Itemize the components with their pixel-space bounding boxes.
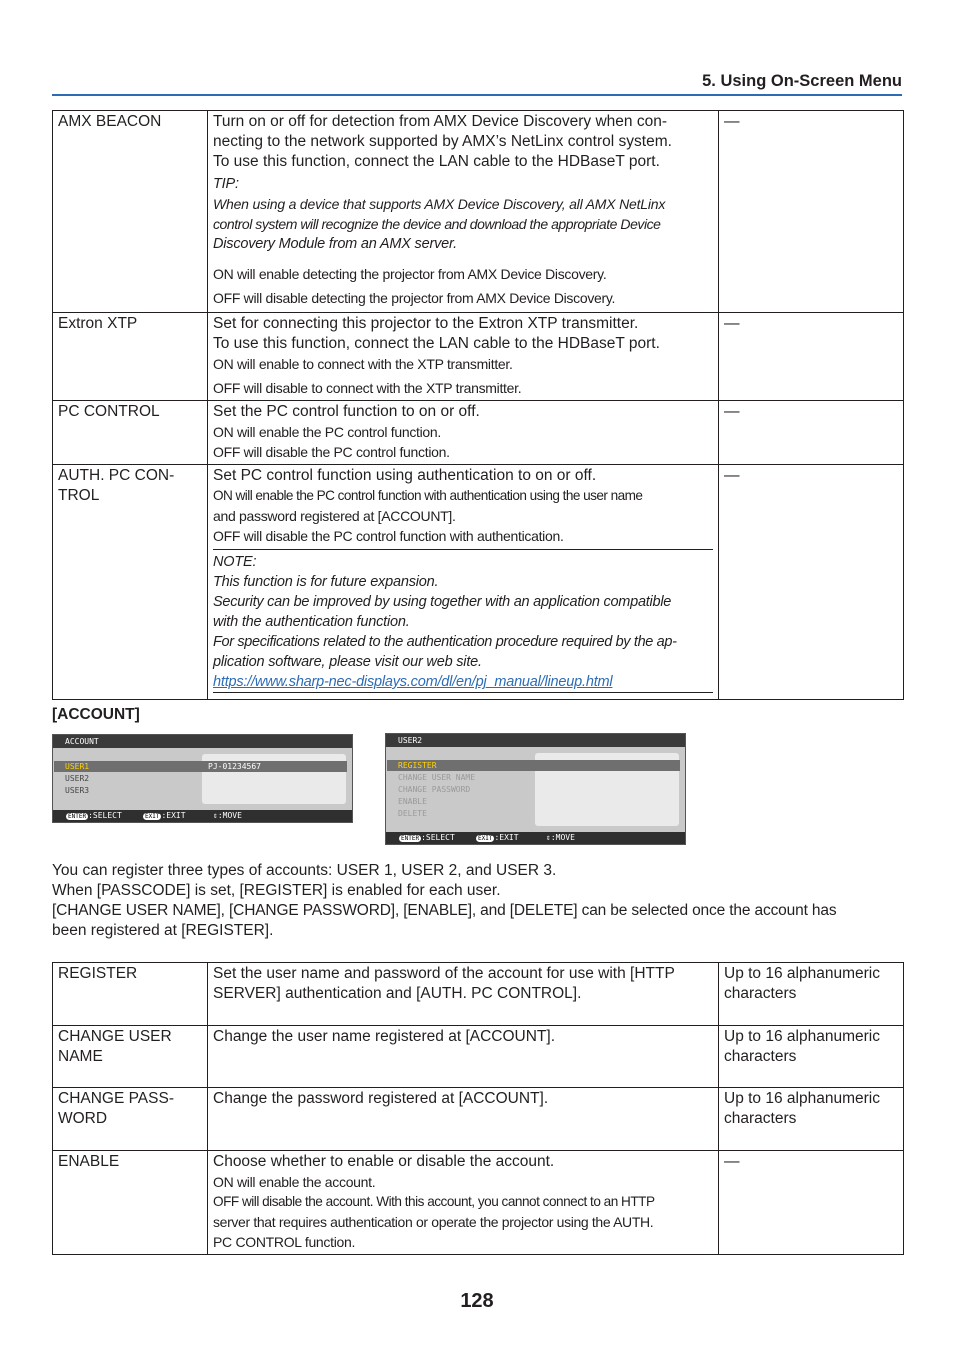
setting-name-text: AMX BEACON (58, 113, 162, 130)
on-description: ON will enable the account. (213, 1174, 376, 1190)
account-table (52, 962, 904, 1255)
off-description: OFF will disable the account. With this account, you cannot connect to an HTTP (213, 1194, 655, 1209)
table-row-extron-xtp (53, 313, 904, 401)
tip-label: TIP: (213, 176, 239, 192)
exit-key-icon: EXIT (145, 813, 160, 820)
desc-line: Set the user name and password of the account for use with [HTTP (213, 965, 675, 982)
table-row-register (53, 963, 904, 1026)
footer-select-label: :SELECT (88, 811, 122, 820)
enter-key-icon: ENTER (68, 813, 87, 820)
footer-exit-label: :EXIT (161, 811, 186, 820)
on-description: ON will enable to connect with the XTP transmitter. (213, 356, 513, 372)
menu-title-bar: USER2 (386, 734, 685, 747)
value-text: — (724, 403, 740, 420)
footer-exit (476, 832, 519, 844)
value-text: Up to 16 alphanumeric (724, 1028, 880, 1045)
setting-value (719, 465, 904, 700)
account-menu-screenshot (52, 734, 353, 823)
desc-line: SERVER] authentication and [AUTH. PC CONTROL]. (213, 985, 582, 1002)
paragraph: been registered at [REGISTER]. (52, 922, 274, 939)
value-text: — (724, 315, 740, 332)
value-text: — (724, 467, 740, 484)
note-line: Security can be improved by using together with an application compatible (213, 594, 672, 610)
setting-description (208, 963, 719, 1026)
setting-name (53, 1151, 208, 1255)
setting-description (208, 1088, 719, 1151)
paragraph: You can register three types of accounts: USER 1, USER 2, and USER 3. (52, 862, 557, 879)
paragraph: When [PASSCODE] is set, [REGISTER] is enabled for each user. (52, 882, 501, 899)
on-description: ON will enable detecting the projector from AMX Device Discovery. (213, 266, 607, 282)
desc-line: Set PC control function using authentication to on or off. (213, 467, 597, 484)
on-description: ON will enable the PC control function with authentication using the user name (213, 488, 643, 503)
setting-name-text: CHANGE PASS- (58, 1090, 174, 1107)
tip-line: When using a device that supports AMX Device Discovery, all AMX NetLinx (213, 196, 666, 212)
footer-select-label: :SELECT (421, 833, 455, 842)
desc-line: Change the user name registered at [ACCOUNT]. (213, 1028, 556, 1045)
menu-item-user2: USER2 (65, 774, 90, 783)
account-description (52, 861, 904, 941)
note-box (213, 549, 713, 693)
tip-line: Discovery Module from an AMX server. (213, 236, 457, 252)
menu-value: PJ-01234567 (208, 762, 261, 771)
table-row-amx-beacon (53, 111, 904, 313)
off-description: OFF will disable the PC control function. (213, 444, 450, 460)
desc-line: Set the PC control function to on or off. (213, 403, 480, 420)
table-row-change-user-name (53, 1026, 904, 1088)
note-label: NOTE: (213, 554, 257, 570)
setting-description (208, 111, 719, 313)
value-text: — (724, 113, 740, 130)
desc-line: To use this function, connect the LAN cable to the HDBaseT port. (213, 335, 660, 352)
setting-name (53, 963, 208, 1026)
tip-line: control system will recognize the device and download the appropriate Device (213, 216, 661, 232)
off-description: PC CONTROL function. (213, 1234, 356, 1250)
exit-key-icon: EXIT (478, 835, 493, 842)
menu-item-enable: ENABLE (398, 797, 427, 806)
setting-value (719, 313, 904, 401)
menu-footer (386, 832, 685, 844)
setting-description (208, 1026, 719, 1088)
desc-line: necting to the network supported by AMX’s NetLinx control system. (213, 133, 672, 150)
table-row-change-password (53, 1088, 904, 1151)
value-text: — (724, 1153, 740, 1170)
note-line: plication software, please visit our web site. (213, 654, 482, 670)
table-row-enable (53, 1151, 904, 1255)
value-text: Up to 16 alphanumeric (724, 965, 880, 982)
menu-item-delete: DELETE (398, 809, 427, 818)
table-row-auth-pc-control (53, 465, 904, 700)
user-menu-screenshot (385, 733, 686, 845)
note-line: For specifications related to the authentication procedure required by the ap- (213, 634, 677, 650)
desc-line: Change the password registered at [ACCOUNT]. (213, 1090, 549, 1107)
menu-footer (53, 810, 352, 822)
value-text: characters (724, 985, 797, 1002)
off-description: OFF will disable detecting the projector from AMX Device Discovery. (213, 290, 616, 306)
setting-description (208, 313, 719, 401)
value-text: characters (724, 1110, 797, 1127)
enter-key-icon: ENTER (401, 835, 420, 842)
menu-item-register: REGISTER (387, 760, 680, 771)
setting-value (719, 401, 904, 465)
off-description: OFF will disable the PC control function with authentication. (213, 528, 564, 544)
setting-name (53, 313, 208, 401)
footer-exit-label: :EXIT (494, 833, 519, 842)
on-description: ON will enable the PC control function. (213, 424, 441, 440)
desc-line: To use this function, connect the LAN cable to the HDBaseT port. (213, 153, 660, 170)
value-text: Up to 16 alphanumeric (724, 1090, 880, 1107)
off-description: server that requires authentication or operate the projector using the AUTH. (213, 1214, 654, 1230)
setting-name (53, 1088, 208, 1151)
setting-name-text: Extron XTP (58, 315, 138, 332)
setting-name (53, 1026, 208, 1088)
menu-title-bar: ACCOUNT (53, 735, 352, 748)
value-text: characters (724, 1048, 797, 1065)
paragraph: [CHANGE USER NAME], [CHANGE PASSWORD], [ENABLE], and [DELETE] can be selected once the account has (52, 902, 837, 919)
on-description: and password registered at [ACCOUNT]. (213, 508, 456, 524)
account-section-title: [ACCOUNT] (52, 706, 140, 723)
setting-name-text: TROL (58, 487, 100, 504)
setting-name-text: CHANGE USER (58, 1028, 172, 1045)
setting-name-text: NAME (58, 1048, 103, 1065)
menu-item-change-user-name: CHANGE USER NAME (398, 773, 476, 782)
settings-table (52, 110, 904, 700)
desc-line: Choose whether to enable or disable the account. (213, 1153, 555, 1170)
setting-name (53, 401, 208, 465)
setting-description (208, 1151, 719, 1255)
desc-line: Set for connecting this projector to the Extron XTP transmitter. (213, 315, 639, 332)
setting-value (719, 1026, 904, 1088)
desc-line: Turn on or off for detection from AMX Device Discovery when con- (213, 113, 667, 130)
setting-description (208, 401, 719, 465)
setting-name (53, 111, 208, 313)
manual-link[interactable]: https://www.sharp-nec-displays.com/dl/en/pj_manual/lineup.html (213, 674, 613, 690)
setting-description (208, 465, 719, 700)
setting-value (719, 1151, 904, 1255)
note-line: with the authentication function. (213, 614, 410, 630)
setting-value (719, 963, 904, 1026)
setting-name-text: REGISTER (58, 965, 138, 982)
setting-name-text: AUTH. PC CON- (58, 467, 175, 484)
menu-item-user3: USER3 (65, 786, 90, 795)
page-number: 128 (460, 1290, 494, 1312)
section-header: 5. Using On-Screen Menu (52, 72, 902, 96)
footer-move: ⇕:MOVE (213, 811, 242, 820)
setting-name-text: ENABLE (58, 1153, 120, 1170)
footer-select (66, 810, 122, 822)
setting-name (53, 465, 208, 700)
footer-exit (143, 810, 186, 822)
off-description: OFF will disable to connect with the XTP transmitter. (213, 380, 522, 396)
footer-move: ⇕:MOVE (546, 833, 575, 842)
setting-value (719, 111, 904, 313)
menu-item-change-password: CHANGE PASSWORD (398, 785, 471, 794)
table-row-pc-control (53, 401, 904, 465)
setting-value (719, 1088, 904, 1151)
menu-item-user1: USER1 (54, 761, 347, 772)
footer-select (399, 832, 455, 844)
setting-name-text: PC CONTROL (58, 403, 160, 420)
setting-name-text: WORD (58, 1110, 108, 1127)
note-line: This function is for future expansion. (213, 574, 439, 590)
